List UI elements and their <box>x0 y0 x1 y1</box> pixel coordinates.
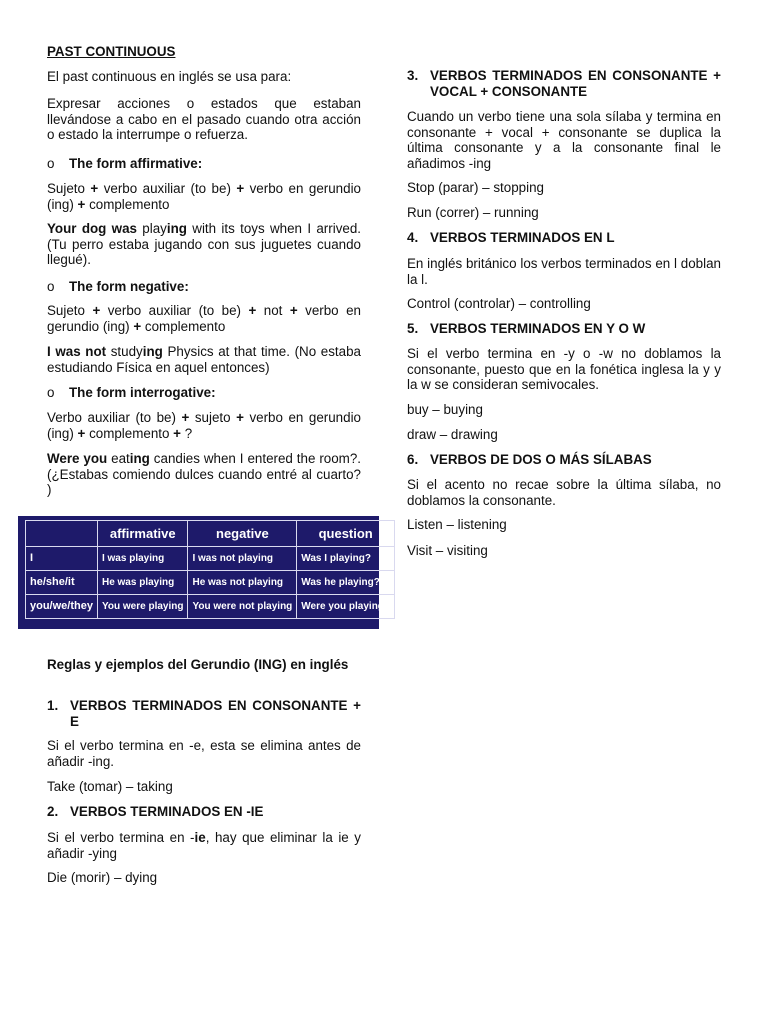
rule-4-example-1: Control (controlar) – controlling <box>407 296 591 311</box>
interrogative-example: Were you eating candies when I entered the room?. (¿Estabas comiendo dulces cuando entré al cuarto? ) <box>47 451 361 498</box>
purpose-text: Expresar acciones o estados que estaban llevándose a cabo en el pasado cuando otra acción o estado la interrumpe o refuerza. <box>47 96 361 143</box>
rule-2-heading: 2. VERBOS TERMINADOS EN -IE <box>47 804 264 819</box>
rule-3-example-2: Run (correr) – running <box>407 205 539 220</box>
rule-5-desc: Si el verbo termina en -y o -w no doblamos la consonante, puesto que en la fonética inglesa la y y la w se consideran semivocales. <box>407 346 721 393</box>
affirmative-formula: Sujeto + verbo auxiliar (to be) + verbo en gerundio (ing) + complemento <box>47 181 361 212</box>
bullet-icon: o <box>47 279 55 294</box>
rule-6-desc: Si el acento no recae sobre la última sílaba, no doblamos la consonante. <box>407 477 721 508</box>
bullet-icon: o <box>47 156 55 171</box>
rule-2-example: Die (morir) – dying <box>47 870 158 885</box>
rule-3-desc: Cuando un verbo tiene una sola sílaba y termina en consonante + vocal + consonante se duplica la última consonante y a la consonante final le añadimos -ing <box>407 109 721 171</box>
rule-2-desc: Si el verbo termina en -ie, hay que eliminar la ie y añadir -ying <box>47 830 361 861</box>
affirmative-heading: o The form affirmative: <box>47 156 203 171</box>
rule-1-heading: 1. VERBOS TERMINADOS EN CONSONANTE + E <box>47 698 361 729</box>
rule-5-heading: 5. VERBOS TERMINADOS EN Y O W <box>407 321 646 336</box>
negative-example: I was not studying Physics at that time. (No estaba estudiando Física en aquel entonces) <box>47 344 361 375</box>
rule-5-example-2: draw – drawing <box>407 427 498 442</box>
rule-4-heading: 4. VERBOS TERMINADOS EN L <box>407 230 615 245</box>
rule-3-heading: 3. VERBOS TERMINADOS EN CONSONANTE + VOCAL + CONSONANTE <box>407 68 721 99</box>
table-header-row <box>26 521 395 547</box>
rule-6-example-2: Visit – visiting <box>407 543 488 558</box>
header-negative: negative <box>188 521 297 547</box>
rule-6-heading: 6. VERBOS DE DOS O MÁS SÍLABAS <box>407 452 652 467</box>
intro-text: El past continuous en inglés se usa para: <box>47 69 292 84</box>
interrogative-formula: Verbo auxiliar (to be) + sujeto + verbo en gerundio (ing) + complemento + ? <box>47 410 361 441</box>
page-title: PAST CONTINUOUS <box>47 44 176 59</box>
interrogative-heading: o The form interrogative: <box>47 385 216 400</box>
table-row: I I was playing I was not playing Was I playing? <box>26 547 395 571</box>
rule-5-example-1: buy – buying <box>407 402 483 417</box>
rule-3-example-1: Stop (parar) – stopping <box>407 180 544 195</box>
table-row: he/she/it He was playing He was not playing Was he playing? <box>26 571 395 595</box>
rules-heading: Reglas y ejemplos del Gerundio (ING) en inglés <box>47 657 349 672</box>
negative-formula: Sujeto + verbo auxiliar (to be) + not + verbo en gerundio (ing) + complemento <box>47 303 361 334</box>
affirmative-example: Your dog was playing with its toys when I arrived. (Tu perro estaba jugando con sus juguetes cuando llegué). <box>47 221 361 268</box>
header-question: question <box>297 521 395 547</box>
bullet-icon: o <box>47 385 55 400</box>
rule-1-desc: Si el verbo termina en -e, esta se elimina antes de añadir -ing. <box>47 738 361 769</box>
negative-heading: o The form negative: <box>47 279 189 294</box>
table-row: you/we/they You were playing You were not playing Were you playing? <box>26 595 395 619</box>
header-affirmative: affirmative <box>97 521 188 547</box>
past-continuous-table <box>18 516 391 629</box>
rule-4-desc: En inglés británico los verbos terminados en l doblan la l. <box>407 256 721 287</box>
rule-6-example-1: Listen – listening <box>407 517 507 532</box>
rule-1-example: Take (tomar) – taking <box>47 779 173 794</box>
